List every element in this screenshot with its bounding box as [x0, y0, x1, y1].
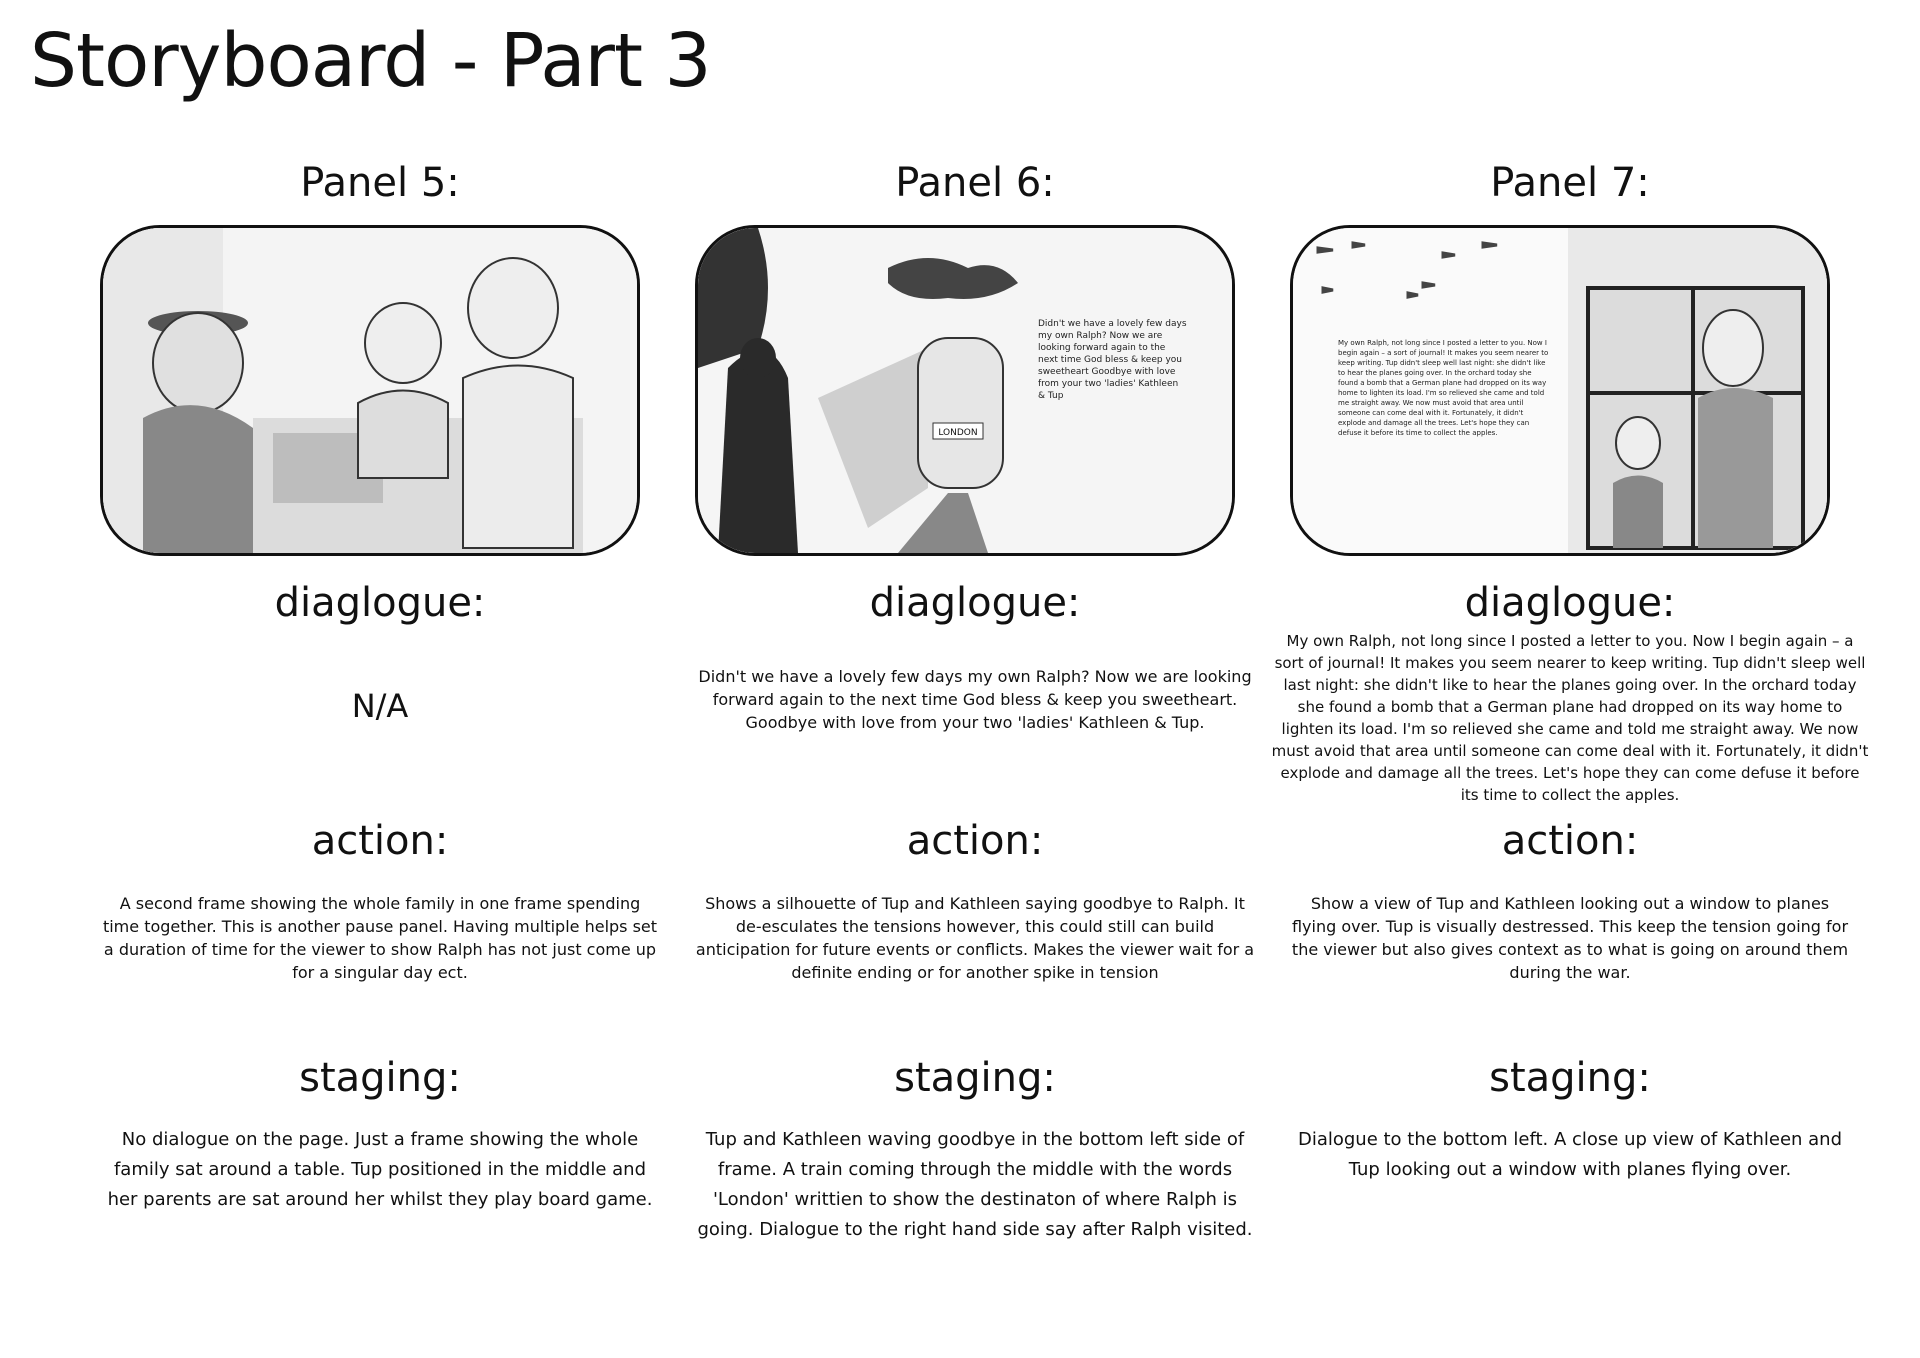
panel-7-action: Show a view of Tup and Kathleen looking out a window to planes flying over. Tup is visually destressed. This keep the tension going for the viewer but also gives context as to what is going on around them during the war.	[1291, 894, 1849, 982]
panel-6-frame	[695, 225, 1235, 556]
dialogue-heading: diaglogue:	[1464, 580, 1676, 626]
panel-7-dialogue: My own Ralph, not long since I posted a letter to you. Now I begin again – a sort of journal! It makes you seem nearer to keep writing. Tup didn't sleep well last night: she didn't like to hear the planes going over. In the orchard today she found a bomb that a German plane had dropped on its way home to lighten its load. I'm so relieved she came and told me straight away. We now must avoid that area until someone can come deal with it. Fortunately, it didn't explode and damage all the trees. Let's hope they can come defuse it before its time to collect the apples.	[1271, 632, 1869, 804]
panel-5-frame	[100, 225, 640, 556]
staging-heading: staging:	[894, 1055, 1056, 1101]
action-heading: action:	[1501, 818, 1639, 864]
panel-6-dialogue: Didn't we have a lovely few days my own Ralph? Now we are looking forward again to the next time God bless & keep you sweetheart. Goodbye with love from your two 'ladies' Kathleen & Tup.	[698, 667, 1252, 732]
panel-6-frame-caption: Didn't we have a lovely few days my own Ralph? Now we are looking forward again to the next time God bless & keep you sweetheart Goodbye with love from your two 'ladies' Kathleen & Tup	[1038, 319, 1187, 401]
dialogue-heading: diaglogue:	[274, 580, 486, 626]
panel-7-title: Panel 7:	[1490, 160, 1650, 206]
panel-5-staging: No dialogue on the page. Just a frame showing the whole family sat around a table. Tup positioned in the middle and her parents are sat around her whilst they play board game.	[107, 1129, 653, 1210]
panel-6-column	[695, 0, 1255, 1358]
london-sign: LONDON	[938, 428, 978, 438]
panel-6-staging: Tup and Kathleen waving goodbye in the bottom left side of frame. A train coming through the middle with the words 'London' writtien to show the destinaton of where Ralph is going. Dialogue to the right hand side say after Ralph visited.	[697, 1129, 1253, 1240]
panel-5-column	[100, 0, 660, 1358]
panel-6-action: Shows a silhouette of Tup and Kathleen saying goodbye to Ralph. It de-esculates the tensions however, this could still can build anticipation for future events or conflicts. Makes the viewer wait for a definite ending or for another spike in tension	[695, 894, 1255, 982]
panel-5-title: Panel 5:	[300, 160, 460, 206]
dialogue-heading: diaglogue:	[869, 580, 1081, 626]
action-heading: action:	[906, 818, 1044, 864]
page-title: Storyboard - Part 3	[30, 18, 711, 104]
panel-7-frame	[1290, 225, 1830, 556]
panel-7-column	[1271, 0, 1869, 1358]
panel-5-sketch	[103, 228, 637, 553]
panel-5-dialogue: N/A	[351, 687, 409, 725]
action-heading: action:	[311, 818, 449, 864]
panel-7-frame-caption: My own Ralph, not long since I posted a letter to you. Now I begin again – a sort of journal! It makes you seem nearer to keep writing. Tup didn't sleep well last night: she didn't like to hear the planes going over. In the orchard today she found a bomb that a German plane had dropped on its way home to lighten its load. I'm so relieved she came and told me straight away. We now must avoid that area until someone can come deal with it. Fortunately, it didn't explode and damage all the trees. Let's hope they can defuse it before its time to collect the apples.	[1338, 339, 1549, 437]
staging-heading: staging:	[299, 1055, 461, 1101]
panel-7-staging: Dialogue to the bottom left. A close up view of Kathleen and Tup looking out a window with planes flying over.	[1297, 1129, 1843, 1180]
panel-6-title: Panel 6:	[895, 160, 1055, 206]
staging-heading: staging:	[1489, 1055, 1651, 1101]
panel-5-action: A second frame showing the whole family in one frame spending time together. This is another pause panel. Having multiple helps set a duration of time for the viewer to show Ralph has not just come up for a singular day ect.	[102, 894, 658, 982]
